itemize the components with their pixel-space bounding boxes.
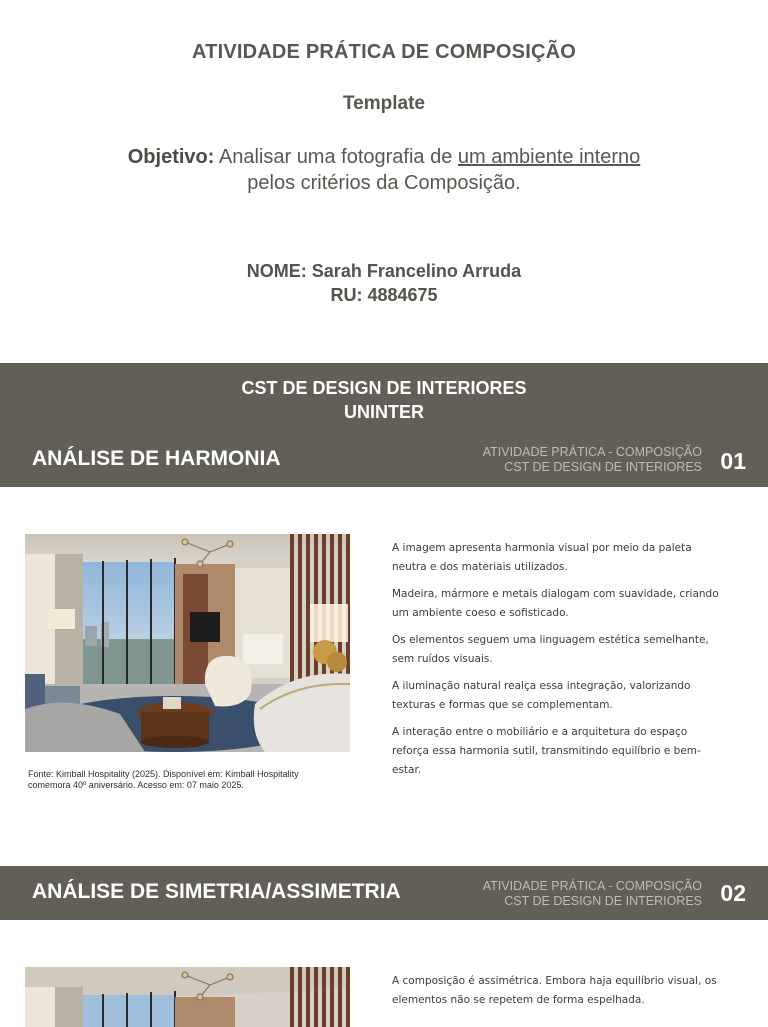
analysis-text [392,972,722,1018]
section-heading: ANÁLISE DE SIMETRIA/ASSIMETRIA [32,880,401,903]
student-ru: RU: 4884675 [330,285,438,305]
document-title: ATIVIDADE PRÁTICA DE COMPOSIÇÃO [192,41,576,63]
analysis-text [392,539,722,788]
objective-text-2: pelos critérios da Composição. [247,172,521,194]
photo-caption [28,769,348,791]
course-title [0,376,768,424]
objective-text-1: Analisar uma fotografia de [218,146,453,168]
paragraph: Os elementos seguem uma linguagem estética semelhante, sem ruídos visuais. [392,634,709,665]
objective-link[interactable]: um ambiente interno [457,146,641,168]
objective-label: Objetivo: [127,146,215,168]
caption-line1: Fonte: Kimball Hospitality (2025). Disponível em: Kimball Hospitality [28,769,299,779]
paragraph: A imagem apresenta harmonia visual por meio da paleta neutra e dos materiais utilizados. [392,542,692,573]
section-band [0,866,768,920]
section-meta-line1: ATIVIDADE PRÁTICA - COMPOSIÇÃO [482,879,702,893]
paragraph: A interação entre o mobiliário e a arquitetura do espaço reforça essa harmonia sutil, transmitindo equilíbrio e bem-estar. [392,726,701,776]
section-number: 02 [720,880,746,906]
paragraph: A iluminação natural realça essa integração, valorizando texturas e formas que se complementam. [392,680,691,711]
section-meta-line2: CST DE DESIGN DE INTERIORES [504,894,702,908]
interior-photo [25,967,350,1027]
objective [0,144,768,196]
template-label: Template [342,93,425,114]
paragraph: Madeira, mármore e metais dialogam com suavidade, criando um ambiente coeso e sofisticado. [392,588,719,619]
student-name: NOME: Sarah Francelino Arruda [246,261,522,281]
course-band [0,363,768,487]
section-meta [483,879,702,909]
section-number: 01 [720,448,746,474]
section-heading: ANÁLISE DE HARMONIA [32,447,281,470]
section-meta [483,445,702,475]
interior-photo [25,534,350,752]
institution-name: UNINTER [344,402,424,422]
section-meta-line1: ATIVIDADE PRÁTICA - COMPOSIÇÃO [482,445,702,459]
paragraph: A composição é assimétrica. Embora haja equilíbrio visual, os elementos não se repetem de forma espelhada. [392,975,717,1006]
student-info [0,259,768,307]
caption-line2: comemora 40º aniversário. Acesso em: 07 maio 2025. [28,780,244,790]
section-meta-line2: CST DE DESIGN DE INTERIORES [504,460,702,474]
course-name: CST DE DESIGN DE INTERIORES [241,378,527,398]
